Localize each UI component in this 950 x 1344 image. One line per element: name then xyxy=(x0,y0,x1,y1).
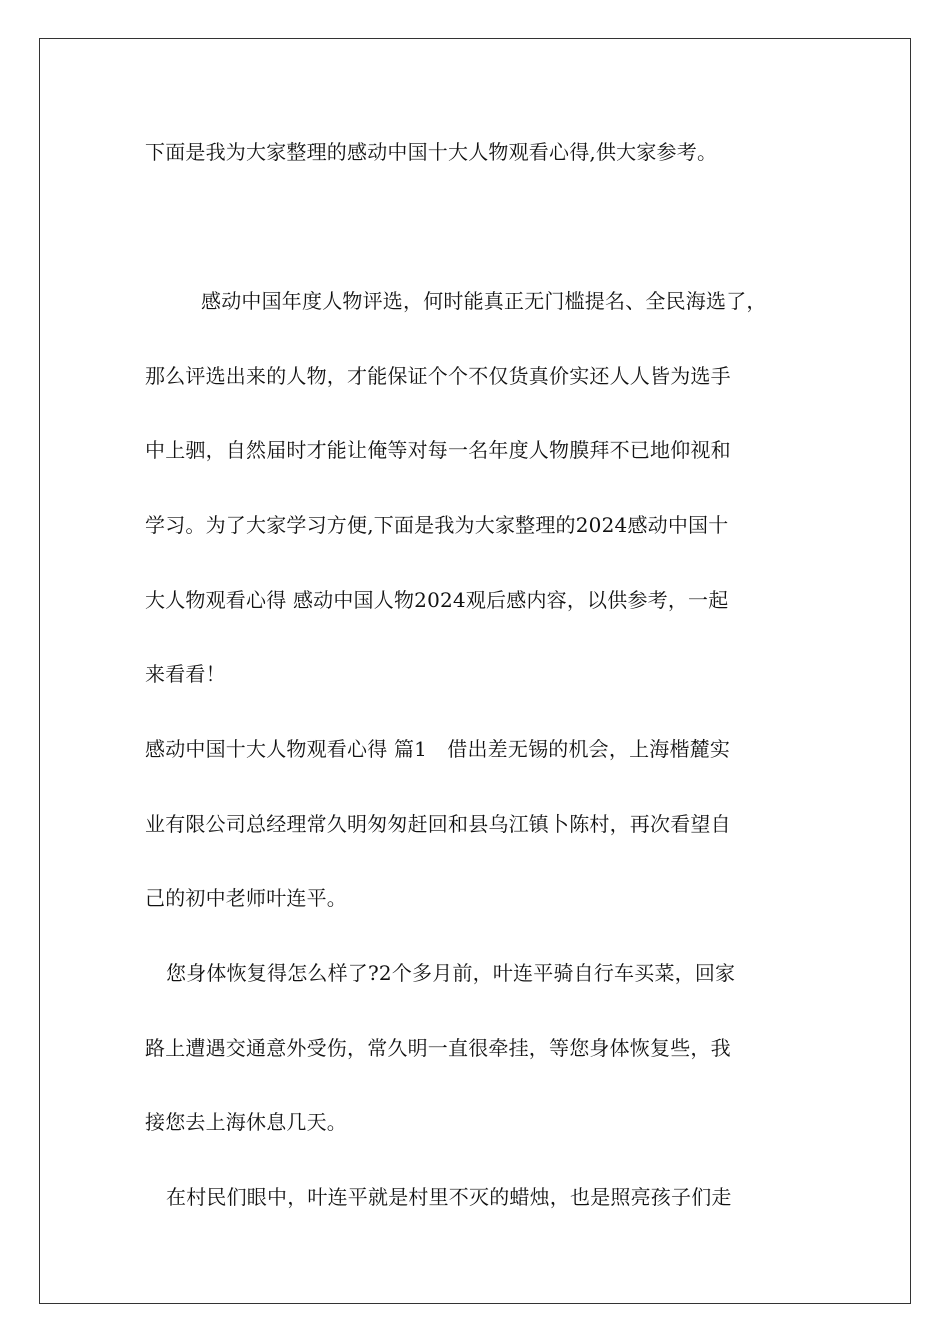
paragraph-1-line-4: 学习。为了大家学习方便,下面是我为大家整理的2024感动中国十 xyxy=(145,513,729,537)
paragraph-2-line-1: 您身体恢复得怎么样了?2个多月前，叶连平骑自行车买菜，回家 xyxy=(166,961,736,985)
paragraph-2-line-2: 路上遭遇交通意外受伤，常久明一直很牵挂，等您身体恢复些，我 xyxy=(145,1036,731,1060)
intro-line: 下面是我为大家整理的感动中国十大人物观看心得,供大家参考。 xyxy=(145,140,718,164)
section-1-line-1: 感动中国十大人物观看心得 篇1 借出差无锡的机会，上海楷麓实 xyxy=(145,737,731,761)
section-1-line-3: 己的初中老师叶连平。 xyxy=(145,886,347,910)
paragraph-3-line-1: 在村民们眼中，叶连平就是村里不灭的蜡烛，也是照亮孩子们走 xyxy=(166,1185,732,1209)
paragraph-1-line-5: 大人物观看心得 感动中国人物2024观后感内容，以供参考，一起 xyxy=(145,588,729,612)
paragraph-1-line-2: 那么评选出来的人物，才能保证个个不仅货真价实还人人皆为选手 xyxy=(145,364,731,388)
paragraph-1-line-3: 中上驷，自然届时才能让俺等对每一名年度人物膜拜不已地仰视和 xyxy=(145,438,731,462)
paragraph-1-line-1: 感动中国年度人物评选，何时能真正无门槛提名、全民海选了， xyxy=(201,289,767,313)
section-1-line-2: 业有限公司总经理常久明匆匆赶回和县乌江镇卜陈村，再次看望自 xyxy=(145,812,731,836)
paragraph-1-line-6: 来看看！ xyxy=(145,662,226,686)
paragraph-2-line-3: 接您去上海休息几天。 xyxy=(145,1110,347,1134)
